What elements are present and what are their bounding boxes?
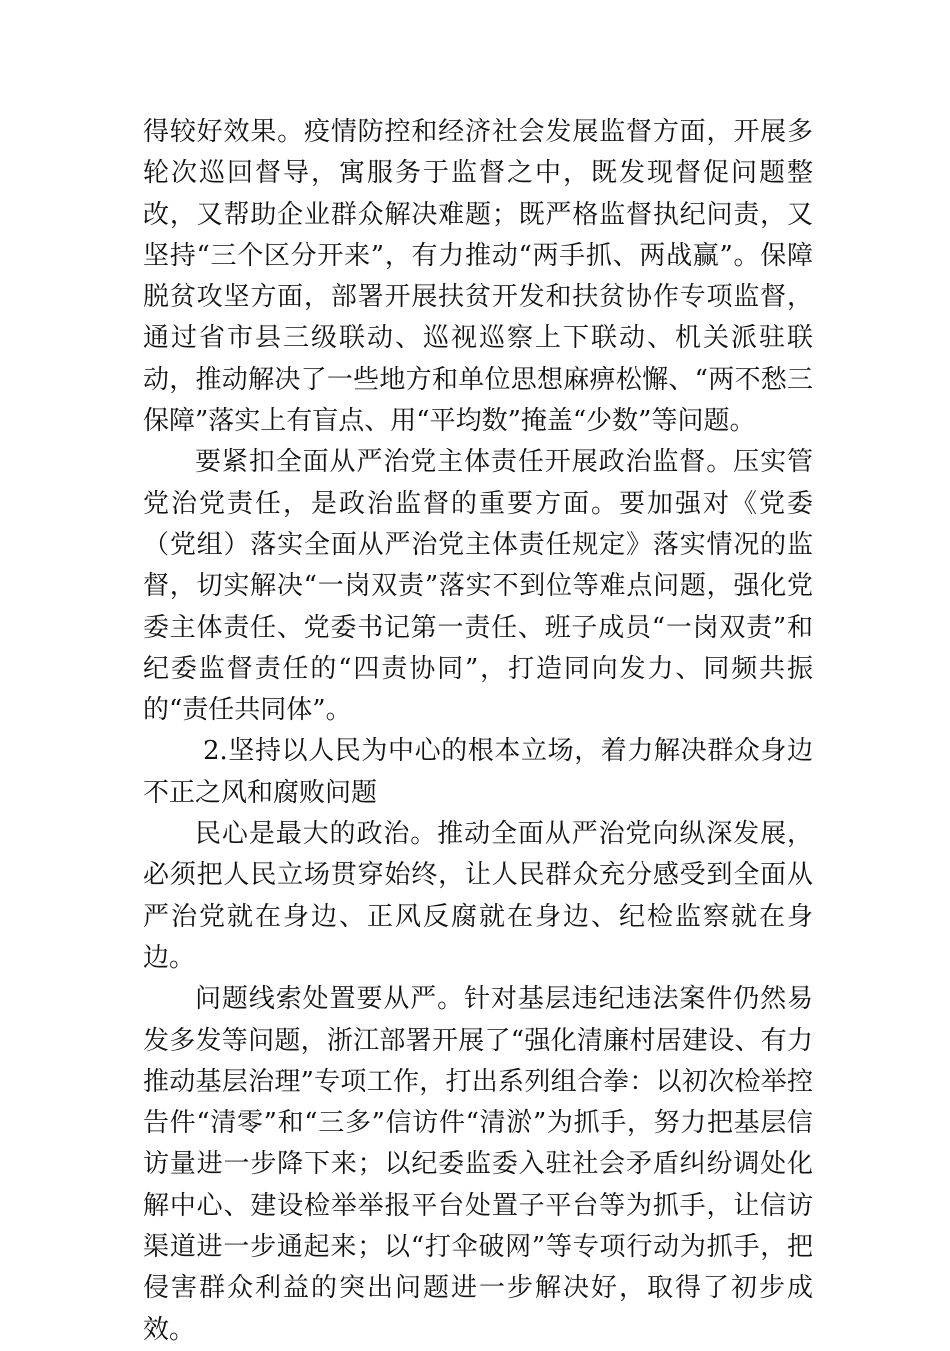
paragraph-people-centered: 民心是最大的政治。推动全面从严治党向纵深发展，必须把人民立场贯穿始终，让人民群众充分感受到全面从严治党就在身边、正风反腐就在身边、纪检监察就在身边。 [143, 819, 813, 973]
section-heading-2: 2.坚持以人民为中心的根本立场，着力解决群众身边不正之风和腐败问题 [143, 736, 813, 808]
paragraph-political-supervision: 要紧扣全面从严治党主体责任开展政治监督。压实管党治党责任，是政治监督的重要方面。要加强对《党委（党组）落实全面从严治党主体责任规定》落实情况的监督，切实解决“一岗双责”落实不到位等难点问题，强化党委主体责任、党委书记第一责任、班子成员“一岗双责”和纪委监督责任的“四责协同”，打造同向发力、同频共振的“责任共同体”。 [143, 447, 813, 726]
paragraph-clue-handling: 问题线索处置要从严。针对基层违纪违法案件仍然易发多发等问题，浙江部署开展了“强化清廉村居建设、有力推动基层治理”专项工作，打出系列组合拳：以初次检举控告件“清零”和“三多”信访件“清淤”为抓手，努力把基层信访量进一步降下来；以纪委监委入驻社会矛盾纠纷调处化解中心、建设检举举报平台处置子平台等为抓手，让信访渠道进一步通起来；以“打伞破网”等专项行动为抓手，把侵害群众利益的突出问题进一步解决好，取得了初步成效。 [143, 984, 813, 1345]
paragraph-continuation: 得较好效果。疫情防控和经济社会发展监督方面，开展多轮次巡回督导，寓服务于监督之中，既发现督促问题整改，又帮助企业群众解决难题；既严格监督执纪问责，又坚持“三个区分开来”，有力推动“两手抓、两战赢”。保障脱贫攻坚方面，部署开展扶贫开发和扶贫协作专项监督，通过省市县三级联动、巡视巡察上下联动、机关派驻联动，推动解决了一些地方和单位思想麻痹松懈、“两不愁三保障”落实上有盲点、用“平均数”掩盖“少数”等问题。 [143, 117, 813, 437]
document-body [143, 112, 813, 1351]
